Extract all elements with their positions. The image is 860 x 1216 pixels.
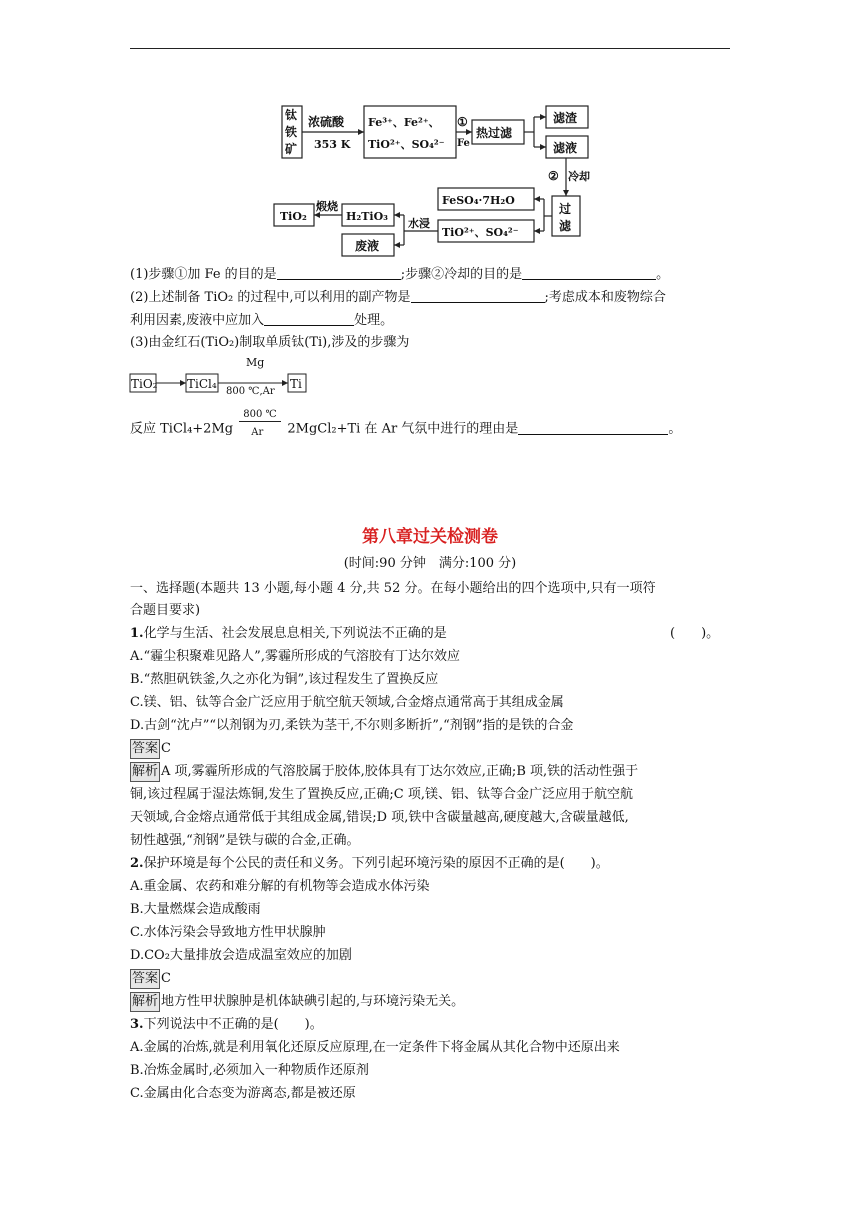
q1-end: 。 — [656, 267, 670, 282]
q1-analysis-line-4: 韧性越强,“剂钢”是铁与碳的合金,正确。 — [130, 833, 360, 848]
q3-stem-line — [130, 1014, 323, 1036]
q2-answer: C — [161, 971, 171, 986]
reaction-end: 。 — [668, 421, 682, 437]
feso4: FeSO₄·7H₂O — [442, 194, 515, 207]
reaction-line — [130, 409, 682, 441]
q2-option-d[interactable]: D.CO₂大量排放会造成温室效应的加剧 — [130, 948, 352, 963]
question-3-line: (3)由金红石(TiO₂)制取单质钛(Ti),涉及的步骤为 — [130, 335, 410, 350]
q1-text-b: ;步骤②冷却的目的是 — [400, 267, 523, 282]
reaction-pre: 反应 TiCl₄+2Mg — [130, 421, 234, 437]
q2-blank-2[interactable] — [264, 311, 354, 326]
q1-analysis-line-3: 天领域,合金熔点通常低于其组成金属,错误;D 项,铁中含碳量越高,硬度越大,含碳量越低, — [130, 810, 629, 825]
step2-text: 冷却 — [568, 170, 590, 183]
filter-char-2: 滤 — [559, 219, 572, 233]
q1-analysis-line-1 — [130, 761, 638, 783]
section-heading-2: 合题目要求) — [130, 603, 201, 618]
q3-stem: 下列说法中不正确的是( )。 — [143, 1017, 323, 1032]
step2-label: ② — [548, 169, 559, 183]
q2-option-c[interactable]: C.水体污染会导致地方性甲状腺肿 — [130, 925, 326, 940]
q1-number: 1. — [130, 626, 144, 641]
q2-option-a[interactable]: A.重金属、农药和难分解的有机物等会造成水体污染 — [130, 879, 430, 894]
residue: 滤渣 — [553, 111, 578, 125]
q2-text-a: (2)上述制备 TiO₂ 的过程中,可以利用的副产物是 — [130, 290, 411, 305]
q1-text-a: (1)步骤①加 Fe 的目的是 — [130, 267, 277, 282]
q1-blank-2[interactable] — [522, 265, 656, 280]
q2-stem: 保护环境是每个公民的责任和义务。下列引起环境污染的原因不正确的是( )。 — [143, 856, 609, 871]
q3-option-a[interactable]: A.金属的冶炼,就是利用氧化还原反应原理,在一定条件下将金属从其化合物中还原出来 — [130, 1040, 620, 1055]
q2-analysis: 地方性甲状腺肿是机体缺碘引起的,与环境污染无关。 — [161, 994, 465, 1009]
chapter-subtitle: (时间:90 分钟 满分:100 分) — [343, 556, 517, 571]
q2-answer-line — [130, 968, 171, 990]
q1-analysis-line-2: 铜,该过程属于湿法炼铜,发生了置换反应,正确;C 项,镁、铝、钛等合金广泛应用于航空航 — [130, 787, 633, 802]
question-2-line — [130, 287, 666, 309]
ore-char-3: 矿 — [285, 142, 298, 156]
q2-text-b: ;考虑成本和废物综合 — [544, 290, 666, 305]
q2-text-d: 处理。 — [354, 313, 394, 328]
seq-ti: Ti — [290, 377, 302, 391]
q3-option-b[interactable]: B.冶炼金属时,必须加入一种物质作还原剂 — [130, 1063, 369, 1078]
waste: 废液 — [355, 239, 380, 253]
calcine: 煅烧 — [316, 200, 338, 213]
reaction-post: 2MgCl₂+Ti 在 Ar 气氛中进行的理由是 — [287, 421, 519, 437]
water-leach: 水浸 — [408, 217, 430, 230]
answer-tag: 答案 — [130, 739, 160, 759]
seq-mg: Mg — [246, 356, 265, 369]
seq-condition: 800 ℃,Ar — [226, 386, 275, 396]
q1-stem: 化学与生活、社会发展息息相关,下列说法不正确的是 — [143, 626, 447, 641]
process-flowchart — [270, 100, 610, 260]
q2-option-b[interactable]: B.大量燃煤会造成酸雨 — [130, 902, 261, 917]
section-heading-1: 一、选择题(本题共 13 小题,每小题 4 分,共 52 分。在每小题给出的四个选项中,只有一项符 — [130, 581, 656, 596]
chapter-title: 第八章过关检测卷 — [362, 527, 498, 547]
q2-text-c: 利用因素,废液中应加入 — [130, 313, 265, 328]
reaction-above: 800 ℃ — [243, 409, 277, 420]
q1-option-d[interactable]: D.古剑“沈卢”“以剂钢为刃,柔铁为茎干,不尔则多断折”,“剂钢”指的是铁的合金 — [130, 718, 574, 733]
h2tio3: H₂TiO₃ — [346, 210, 388, 223]
filtrate: 滤液 — [553, 141, 578, 155]
ions-bottom: TiO²⁺、SO₄²⁻ — [368, 138, 445, 151]
q1-stem-line — [130, 623, 447, 645]
q1-analysis-1: A 项,雾霾所形成的气溶胶属于胶体,胶体具有丁达尔效应,正确;B 项,铁的活动性强于 — [161, 764, 639, 779]
q1-blank-1[interactable] — [277, 265, 401, 280]
header-rule — [130, 48, 730, 49]
q2-number: 2. — [130, 856, 144, 871]
reagent-bottom: 353 K — [314, 138, 351, 151]
q1-option-c[interactable]: C.镁、铝、钛等合金广泛应用于航空航天领域,合金熔点通常高于其组成金属 — [130, 695, 564, 710]
answer-tag: 答案 — [130, 969, 160, 989]
question-2-line-2 — [130, 310, 393, 332]
hot-filter: 热过滤 — [476, 126, 513, 140]
q1-answer: C — [161, 741, 171, 756]
q2-blank-1[interactable] — [411, 288, 545, 303]
step1-label: ① — [457, 115, 468, 129]
ore-char-1: 钛 — [285, 108, 298, 122]
q3-number: 3. — [130, 1017, 144, 1032]
reaction-below: Ar — [251, 427, 264, 438]
filter-char-1: 过 — [559, 202, 572, 216]
q1-answer-line — [130, 738, 171, 760]
ore-char-2: 铁 — [285, 125, 298, 139]
reagent-top: 浓硫酸 — [308, 115, 345, 129]
q1-option-a[interactable]: A.“霾尘积聚难见路人”,雾霾所形成的气溶胶有丁达尔效应 — [130, 649, 460, 664]
ions-top: Fe³⁺、Fe²⁺、 — [368, 116, 440, 129]
seq-tio2: TiO₂ — [131, 377, 158, 391]
tio2-product: TiO₂ — [280, 210, 307, 223]
seq-ticl4: TiCl₄ — [187, 377, 217, 391]
analysis-tag: 解析 — [130, 992, 160, 1012]
reaction-arrow — [237, 409, 283, 440]
ions2: TiO²⁺、SO₄²⁻ — [442, 226, 519, 239]
q1-option-b[interactable]: B.“熬胆矾铁釜,久之亦化为铜”,该过程发生了置换反应 — [130, 672, 439, 687]
q1-paren: ( )。 — [670, 626, 720, 641]
analysis-tag: 解析 — [130, 762, 160, 782]
tio2-to-ti-sequence — [128, 354, 318, 396]
q2-stem-line — [130, 853, 609, 875]
question-1-line — [130, 264, 669, 286]
q3-option-c[interactable]: C.金属由化合态变为游离态,都是被还原 — [130, 1086, 356, 1101]
q2-analysis-line — [130, 991, 464, 1013]
step1-reagent: Fe — [457, 138, 470, 149]
reaction-blank[interactable] — [518, 420, 668, 435]
